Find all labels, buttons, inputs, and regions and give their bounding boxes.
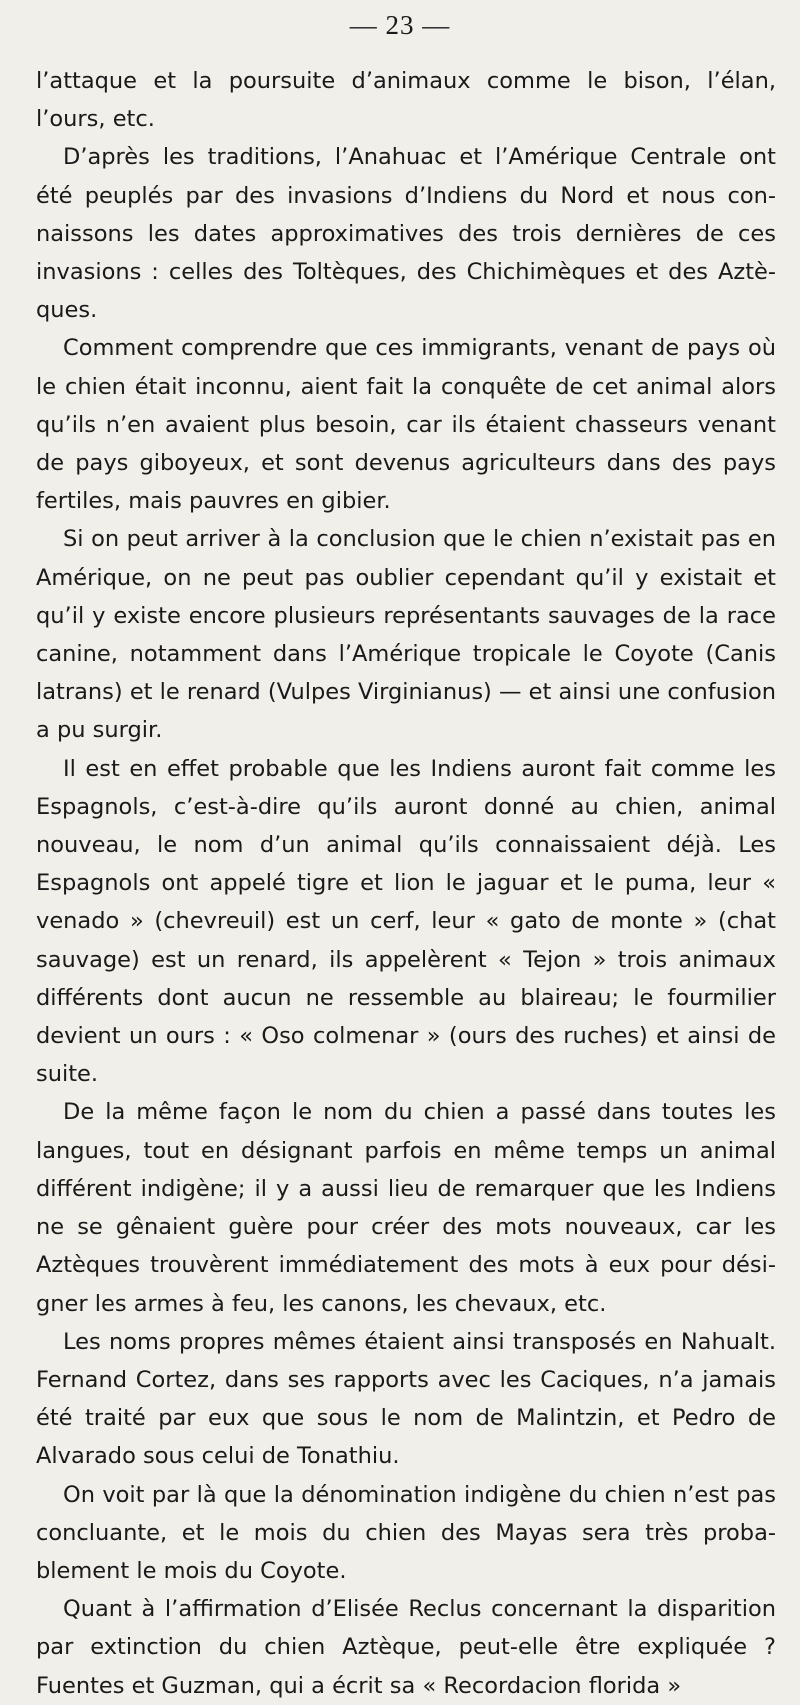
paragraph-3: Comment comprendre que ces immigrants, venant de pays où le chien était inconnu, aient fait la conquête de cet animal alors qu’ils n’en avaient plus besoin, car ils étaient chasseurs venant de pays giboyeux, et sont devenus agriculteurs dans des pays fertiles, mais pauvres en gibier. xyxy=(36,335,776,515)
paragraph-4: Si on peut arriver à la conclusion que le chien n’existait pas en Amérique, on ne peut pas oublier cependant qu’il y existait et qu’il y existe encore plusieurs représentants sauvages de la race canine, notamment dans l’Amérique tropicale le Coyote (Canis latrans) et le renard (Vulpes Virginianus) — et ainsi une confusion a pu surgir. xyxy=(36,526,776,744)
paragraph-1: l’attaque et la poursuite d’animaux comme le bison, l’élan, l’ours, etc. xyxy=(36,68,776,133)
paragraph-8: On voit par là que la dénomination indigène du chien n’est pas concluante, et le mois du chien des Mayas sera très probablement le mois du Coyote. xyxy=(36,1481,776,1584)
page-number: — 23 — xyxy=(349,10,451,40)
paragraph-2: D’après les traditions, l’Anahuac et l’Amérique Centrale ont été peuplés par des invasions d’Indiens du Nord et nous connaissons les dates approximatives des trois dernières de ces invasions : celles des Toltèques, des Chichimèques et des Aztèques. xyxy=(36,144,776,324)
body-text xyxy=(36,62,776,1705)
paragraph-9: Quant à l’affirmation d’Elisée Reclus concernant la disparition par extinction du chien Aztèque, peut-elle être expliquée ? Fuentes et Guzman, qui a écrit sa « Recordacion florida » xyxy=(36,1596,776,1699)
paragraph-7: Les noms propres mêmes étaient ainsi transposés en Nahualt. Fernand Cortez, dans ses rapports avec les Caciques, n’a jamais été traité par eux que sous le nom de Malintzin, et Pedro de Alvarado sous celui de Tonathiu. xyxy=(36,1328,776,1470)
paragraph-6: De la même façon le nom du chien a passé dans toutes les langues, tout en désignant parfois en même temps un animal différent indigène; il y a aussi lieu de remarquer que les Indiens ne se gênaient guère pour créer des mots nouveaux, car les Aztèques trouvèrent immédiatement des mots à eux pour désigner les armes à feu, les canons, les chevaux, etc. xyxy=(36,1099,776,1317)
paragraph-5: Il est en effet probable que les Indiens auront fait comme les Espagnols, c’est-à-dire qu’ils auront donné au chien, animal nouveau, le nom d’un animal qu’ils connaissaient déjà. Les Espagnols ont appelé tigre et lion le jaguar et le puma, leur « venado » (chevreuil) est un cerf, leur « gato de monte » (chat sauvage) est un renard, ils appelèrent « Tejon » trois animaux différents dont aucun ne ressemble au blaireau; le fourmilier devient un ours : « Oso colmenar » (ours des ruches) et ainsi de suite. xyxy=(36,755,776,1088)
